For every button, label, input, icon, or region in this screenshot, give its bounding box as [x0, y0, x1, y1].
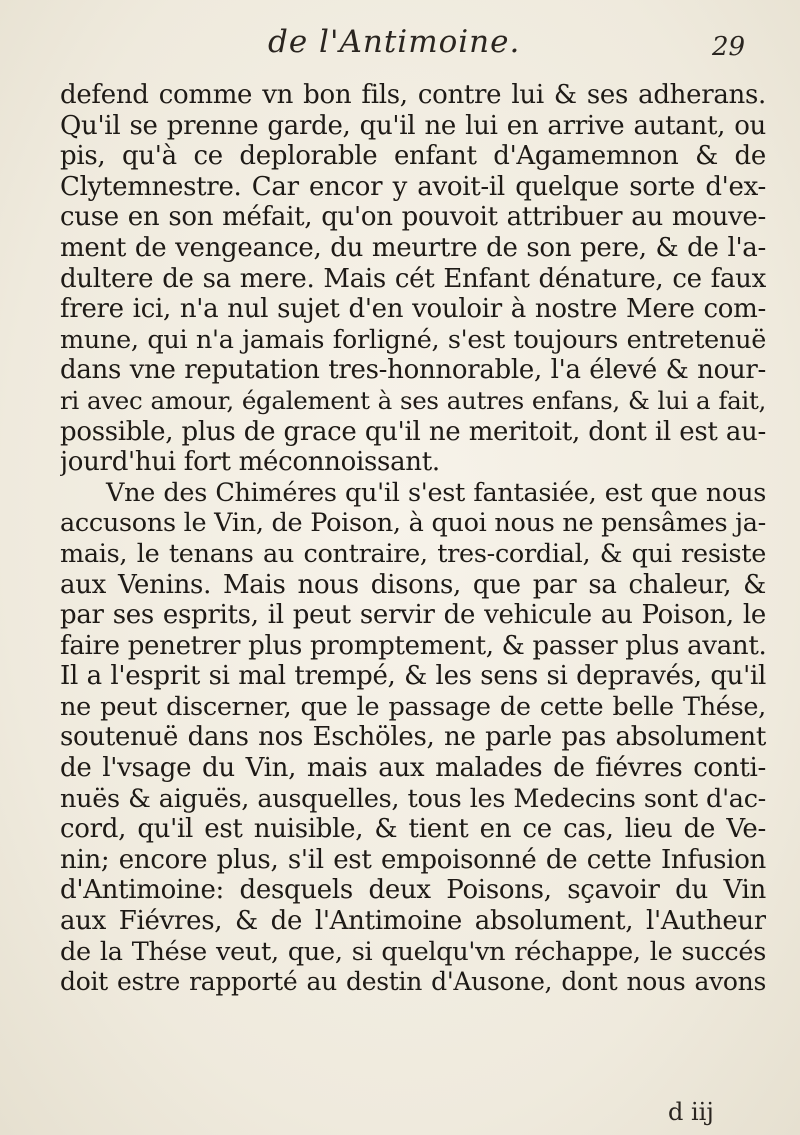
text-line: dultere de sa mere. Mais cét Enfant dénature, ce faux [60, 263, 766, 294]
text-line: pis, qu'à ce deplorable enfant d'Agamemnon & de [60, 141, 766, 172]
text-line: aux Fiévres, & de l'Antimoine absolument, l'Autheur [60, 906, 766, 937]
text-line: Qu'il se prenne garde, qu'il ne lui en arrive autant, ou [60, 110, 766, 141]
text-line: soutenuë dans nos Eschöles, ne parle pas absolument [60, 722, 766, 753]
text-line: possible, plus de grace qu'il ne meritoit, dont il est au- [60, 416, 766, 447]
page-number: 29 [712, 32, 746, 62]
text-line: Vne des Chiméres qu'il s'est fantasiée, est que nous [106, 477, 766, 508]
text-line: ri avec amour, également à ses autres enfans, & lui a fait, [60, 385, 766, 415]
text-line: nuës & aiguës, ausquelles, tous les Medecins sont d'ac- [60, 783, 766, 814]
body-text [60, 80, 766, 998]
text-line: ne peut discerner, que le passage de cette belle Thése, [60, 691, 766, 722]
text-line: Il a l'esprit si mal trempé, & les sens si depravés, qu'il [60, 661, 766, 692]
text-line: par ses esprits, il peut servir de vehicule au Poison, le [60, 600, 766, 631]
text-line: frere ici, n'a nul sujet d'en vouloir à nostre Mere com- [60, 294, 766, 325]
running-title: de l'Antimoine. [268, 24, 521, 60]
text-line: mune, qui n'a jamais forligné, s'est toujours entretenuë [60, 324, 766, 355]
text-line: ment de vengeance, du meurtre de son pere, & de l'a- [60, 232, 766, 263]
text-line: jourd'hui fort méconnoissant. [60, 447, 440, 478]
text-line: aux Venins. Mais nous disons, que par sa chaleur, & [60, 569, 766, 600]
text-line: dans vne reputation tres-honnorable, l'a élevé & nour- [60, 355, 766, 386]
signature-mark: d iij [668, 1098, 714, 1126]
text-line: Clytemnestre. Car encor y avoit-il quelque sorte d'ex- [60, 171, 766, 202]
running-head [0, 20, 800, 64]
text-line: faire penetrer plus promptement, & passer plus avant. [60, 630, 766, 661]
text-line: de la Thése veut, que, si quelqu'vn réchappe, le succés [60, 936, 766, 967]
text-line: doit estre rapporté au destin d'Ausone, dont nous avons [60, 967, 766, 997]
text-line: d'Antimoine: desquels deux Poisons, sçavoir du Vin [60, 875, 766, 906]
text-line: accusons le Vin, de Poison, à quoi nous ne pensâmes ja- [60, 508, 766, 539]
text-line: de l'vsage du Vin, mais aux malades de fiévres conti- [60, 753, 766, 784]
text-line: cord, qu'il est nuisible, & tient en ce cas, lieu de Ve- [60, 814, 766, 845]
text-line: cuse en son méfait, qu'on pouvoit attribuer au mouve- [60, 202, 766, 233]
text-line: mais, le tenans au contraire, tres-cordial, & qui resiste [60, 538, 766, 569]
text-line: nin; encore plus, s'il est empoisonné de cette Infusion [60, 844, 766, 875]
text-line: defend comme vn bon fils, contre lui & ses adherans. [60, 80, 766, 110]
